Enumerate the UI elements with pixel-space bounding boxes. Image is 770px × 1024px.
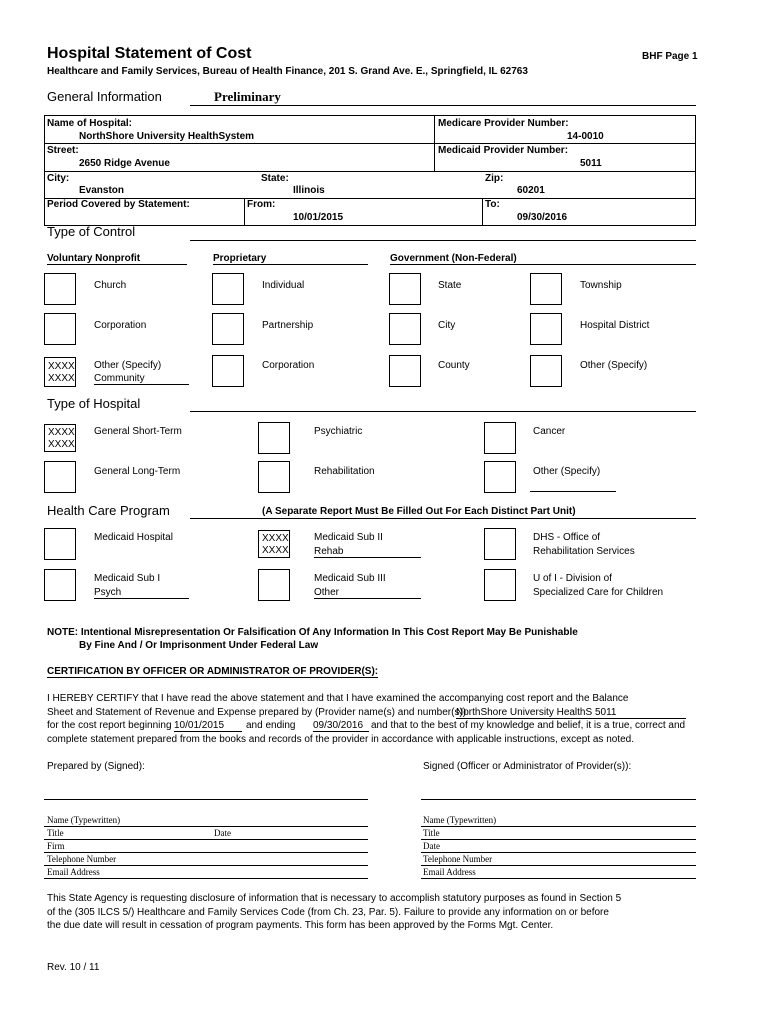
- label-city: City: [438, 320, 456, 331]
- check-mark: XXXX: [48, 439, 75, 450]
- to-label: To:: [485, 199, 500, 210]
- label-cancer: Cancer: [533, 426, 566, 437]
- officer-signature-line[interactable]: [421, 799, 696, 800]
- prepared-signature-line[interactable]: [44, 799, 368, 800]
- label-prop-corporation: Corporation: [262, 360, 315, 371]
- prep-email-label: Email Address: [47, 867, 100, 877]
- cert-begin-field[interactable]: 10/01/2015: [174, 720, 242, 732]
- form-subtitle: Healthcare and Family Services, Bureau of Health Finance, 201 S. Grand Ave. E., Springfield, IL 62763: [47, 66, 528, 77]
- label-sub3-line1: Medicaid Sub III: [314, 573, 386, 584]
- prep-date-label: Date: [214, 828, 231, 838]
- label-short-term: General Short-Term: [94, 426, 182, 437]
- label-other-specify: Other (Specify): [94, 360, 162, 371]
- state-label: State:: [261, 173, 289, 184]
- page-label: BHF Page 1: [642, 51, 698, 62]
- officer-name-label: Name (Typewritten): [423, 815, 497, 825]
- checkbox-hospital-other[interactable]: [484, 461, 516, 493]
- checkbox-church[interactable]: [44, 273, 76, 305]
- checkbox-state[interactable]: [389, 273, 421, 305]
- checkbox-rehabilitation[interactable]: [258, 461, 290, 493]
- col-proprietary: Proprietary: [213, 253, 368, 265]
- check-mark: XXXX: [48, 361, 75, 372]
- checkbox-corporation[interactable]: [44, 313, 76, 345]
- cert-line1: I HEREBY CERTIFY that I have read the above statement and that I have examined the accompanying cost report and the Balance: [47, 693, 629, 704]
- revision-label: Rev. 10 / 11: [47, 962, 100, 973]
- checkbox-medicaid-sub2[interactable]: [258, 530, 290, 558]
- disclosure-line1: This State Agency is requesting disclosure of information that is necessary to accomplish statutory purposes as found in Section 5: [47, 893, 622, 904]
- medicare-label: Medicare Provider Number:: [438, 118, 569, 129]
- check-mark: XXXX: [48, 373, 75, 384]
- label-dhs-line1: DHS - Office of: [533, 532, 601, 543]
- label-hospital-other: Other (Specify): [533, 466, 601, 477]
- checkbox-dhs[interactable]: [484, 528, 516, 560]
- checkbox-uofi[interactable]: [484, 569, 516, 601]
- general-info-heading: General Information: [47, 89, 162, 104]
- checkbox-cancer[interactable]: [484, 422, 516, 454]
- label-dhs-line2: Rehabilitation Services: [533, 546, 635, 557]
- cert-end-field[interactable]: 09/30/2016: [313, 720, 369, 732]
- cert-line4: complete statement prepared from the books and records of the provider in accordance with applicable instructions, except as noted.: [47, 734, 634, 745]
- officer-email-label: Email Address: [423, 867, 476, 877]
- program-heading: Health Care Program: [47, 503, 170, 518]
- hospital-type-heading: Type of Hospital: [47, 396, 141, 411]
- period-label: Period Covered by Statement:: [47, 199, 190, 210]
- officer-date-label: Date: [423, 841, 440, 851]
- col-voluntary: Voluntary Nonprofit: [47, 253, 187, 265]
- check-mark: XXXX: [48, 427, 75, 438]
- control-heading: Type of Control: [47, 224, 136, 239]
- label-sub3-line2: Other: [314, 587, 421, 599]
- hospital-name-value: NorthShore University HealthSystem: [79, 131, 255, 142]
- label-individual: Individual: [262, 280, 305, 291]
- label-medicaid-hospital: Medicaid Hospital: [94, 532, 173, 543]
- checkbox-county[interactable]: [389, 355, 421, 387]
- label-uofi-line1: U of I - Division of: [533, 573, 612, 584]
- prep-name-label: Name (Typewritten): [47, 815, 121, 825]
- label-community: Community: [94, 373, 189, 385]
- label-corporation: Corporation: [94, 320, 147, 331]
- officer-telephone-label: Telephone Number: [423, 854, 493, 864]
- label-gov-other: Other (Specify): [580, 360, 648, 371]
- city-label: City:: [47, 173, 70, 184]
- checkbox-township[interactable]: [530, 273, 562, 305]
- label-township: Township: [580, 280, 622, 291]
- label-sub2-line1: Medicaid Sub II: [314, 532, 383, 543]
- medicaid-label: Medicaid Provider Number:: [438, 145, 569, 156]
- checkbox-gov-other[interactable]: [530, 355, 562, 387]
- checkbox-medicaid-hospital[interactable]: [44, 528, 76, 560]
- zip-label: Zip:: [485, 173, 504, 184]
- officer-title-label: Title: [423, 828, 440, 838]
- label-sub1-line2: Psych: [94, 587, 189, 599]
- certification-heading: CERTIFICATION BY OFFICER OR ADMINISTRATOR OF PROVIDER(S):: [47, 666, 379, 677]
- checkbox-long-term[interactable]: [44, 461, 76, 493]
- label-hospital-district: Hospital District: [580, 320, 650, 331]
- label-psychiatric: Psychiatric: [314, 426, 363, 437]
- label-state: State: [438, 280, 462, 291]
- label-partnership: Partnership: [262, 320, 314, 331]
- prep-telephone-label: Telephone Number: [47, 854, 117, 864]
- check-mark: XXXX: [262, 533, 289, 544]
- checkbox-other-voluntary[interactable]: [44, 357, 76, 387]
- notice-line2: By Fine And / Or Imprisonment Under Federal Law: [79, 640, 319, 651]
- cert-provider-field[interactable]: NorthShore University HealthS 5011: [456, 707, 686, 719]
- state-value: Illinois: [293, 185, 325, 196]
- disclosure-line3: the due date will result in cessation of program payments. This form has been approved by the Forms Mgt. Center.: [47, 920, 554, 931]
- label-county: County: [438, 360, 470, 371]
- zip-value: 60201: [517, 185, 545, 196]
- status-label: Preliminary: [214, 89, 281, 104]
- cert-line3a: for the cost report beginning: [47, 720, 172, 731]
- from-label: From:: [247, 199, 276, 210]
- label-uofi-line2: Specialized Care for Children: [533, 587, 664, 598]
- program-note: (A Separate Report Must Be Filled Out For Each Distinct Part Unit): [262, 506, 576, 517]
- cert-line3b: and ending: [246, 720, 296, 731]
- notice-line1: NOTE: Intentional Misrepresentation Or Falsification Of Any Information In This Cost Report May Be Punishable: [47, 627, 578, 638]
- checkbox-city[interactable]: [389, 313, 421, 345]
- checkbox-psychiatric[interactable]: [258, 422, 290, 454]
- street-label: Street:: [47, 145, 79, 156]
- label-rehabilitation: Rehabilitation: [314, 466, 375, 477]
- label-church: Church: [94, 280, 127, 291]
- checkbox-individual[interactable]: [212, 273, 244, 305]
- form-title: Hospital Statement of Cost: [47, 45, 252, 62]
- check-mark: XXXX: [262, 545, 289, 556]
- label-sub1-line1: Medicaid Sub I: [94, 573, 161, 584]
- signed-by-label: Signed (Officer or Administrator of Provider(s)):: [423, 761, 632, 772]
- checkbox-medicaid-sub3[interactable]: [258, 569, 290, 601]
- checkbox-partnership[interactable]: [212, 313, 244, 345]
- street-value: 2650 Ridge Avenue: [79, 158, 170, 169]
- checkbox-hospital-district[interactable]: [530, 313, 562, 345]
- cert-line3c: and that to the best of my knowledge and belief, it is a true, correct and: [371, 720, 686, 731]
- checkbox-short-term[interactable]: [44, 424, 76, 452]
- cert-line2: Sheet and Statement of Revenue and Expense prepared by (Provider name(s) and number(s)): [47, 707, 467, 718]
- col-government: Government (Non-Federal): [390, 253, 696, 265]
- city-value: Evanston: [79, 185, 125, 196]
- from-value: 10/01/2015: [293, 212, 344, 223]
- checkbox-medicaid-sub1[interactable]: [44, 569, 76, 601]
- disclosure-line2: of the (305 ILCS 5/) Healthcare and Family Services Code (from Ch. 23, Par. 5). Failure to provide any information on or before: [47, 907, 609, 918]
- checkbox-prop-corporation[interactable]: [212, 355, 244, 387]
- label-sub2-line2: Rehab: [314, 546, 421, 558]
- prepared-by-label: Prepared by (Signed):: [47, 761, 145, 772]
- hospital-name-label: Name of Hospital:: [47, 118, 133, 129]
- to-value: 09/30/2016: [517, 212, 568, 223]
- prep-title-label: Title: [47, 828, 64, 838]
- medicare-value: 14-0010: [567, 131, 604, 142]
- prep-firm-label: Firm: [47, 841, 65, 851]
- medicaid-value: 5011: [580, 158, 602, 169]
- label-long-term: General Long-Term: [94, 466, 181, 477]
